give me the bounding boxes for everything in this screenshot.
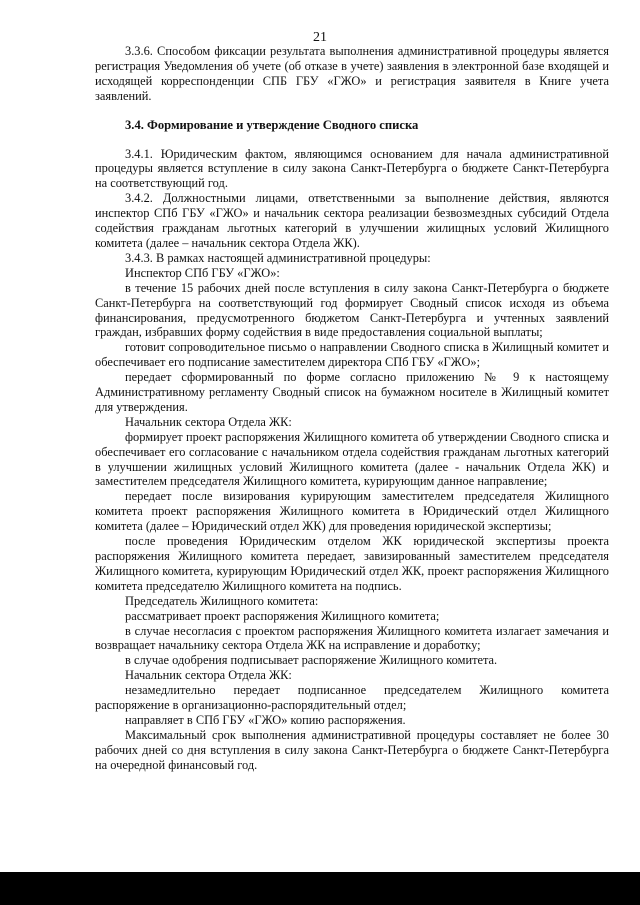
paragraph-3-3-6: 3.3.6. Способом фиксации результата выполнения административной процедуры является регистрация Уведомления об учете (об отказе в учете) заявления в электронной базе входящей и исходящей корреспонденции СПБ ГБУ «ГЖО» и регистрация заявителя в Книге учета заявлений. [95,44,609,103]
paragraph-inspector-action-2: готовит сопроводительное письмо о направлении Сводного списка в Жилищный комитет и обеспечивает его подписание заместителем директора СПб ГБУ «ГЖО»; [95,340,609,370]
document-body [95,44,609,773]
paragraph-chairman-action-1: рассматривает проект распоряжения Жилищного комитета; [125,608,440,623]
scan-bottom-band [0,872,640,905]
paragraph-sector-head-label-2: Начальник сектора Отдела ЖК: [125,668,292,683]
paragraph-chairman-action-2: в случае несогласия с проектом распоряжения Жилищного комитета излагает замечания и возвращает начальнику сектора Отдела ЖК на исправление и доработку; [95,623,609,653]
paragraph-inspector-action-3: передает сформированный по форме согласно приложению № 9 к настоящему Административному регламенту Сводный список на бумажном носителе в Жилищный комитет для утверждения. [95,370,609,414]
page-number: 21 [313,30,327,45]
paragraph-sector-head-action-3: после проведения Юридическим отделом ЖК юридической экспертизы проекта распоряжения Жилищного комитета передает, завизированный заместителем председателя Жилищного комитета, курирующим Юридический отдел ЖК, проект распоряжения Жилищного комитета председателю Жилищного комитета на подпись. [95,534,609,593]
paragraph-chairman-action-3: в случае одобрения подписывает распоряжение Жилищного комитета. [125,653,498,668]
paragraph-3-4-2: 3.4.2. Должностными лицами, ответственными за выполнение действия, являются инспектор СПб ГБУ «ГЖО» и начальник сектора реализации безвозмездных субсидий Отдела содействия гражданам льготных категорий в улучшении жилищных условий Жилищного комитета (далее – начальник сектора Отдела ЖК). [95,191,609,250]
paragraph-chairman-label: Председатель Жилищного комитета: [125,593,319,608]
paragraph-sector-head-label: Начальник сектора Отдела ЖК: [125,414,292,429]
paragraph-3-4-1: 3.4.1. Юридическим фактом, являющимся основанием для начала административной процедуры является вступление в силу закона Санкт-Петербурга о бюджете Санкт-Петербурга на соответствующий год. [95,146,609,191]
paragraph-sector-head-action-2: передает после визирования курирующим заместителем председателя Жилищного комитета проект распоряжения Жилищного комитета в Юридический отдел Жилищного комитета (далее – Юридический отдел ЖК) для проведения юридической экспертизы; [95,489,609,534]
paragraph-inspector-action-1: в течение 15 рабочих дней после вступления в силу закона Санкт-Петербурга о бюджете Санкт-Петербурга на соответствующий год формирует Сводный список исходя из объема финансирования, предусмотренного бюджетом Санкт-Петербурга и учтенных заявлений граждан, избравших форму содействия в виде предоставления социальной выплаты; [95,280,609,340]
paragraph-sector-head-final-2: направляет в СПб ГБУ «ГЖО» копию распоряжения. [125,712,406,727]
paragraph-inspector-label: Инспектор СПб ГБУ «ГЖО»: [125,265,280,280]
paragraph-3-4-3: 3.4.3. В рамках настоящей административной процедуры: [125,250,431,265]
paragraph-sector-head-final-1: незамедлительно передает подписанное председателем Жилищного комитета распоряжение в организационно-распорядительный отдел; [95,683,609,713]
section-heading: 3.4. Формирование и утверждение Сводного списка [125,117,419,132]
paragraph-max-term: Максимальный срок выполнения административной процедуры составляет не более 30 рабочих дней со дня вступления в силу закона Санкт-Петербурга о бюджете Санкт-Петербурга на очередной финансовый год. [95,727,609,772]
paragraph-sector-head-action-1: формирует проект распоряжения Жилищного комитета об утверждении Сводного списка и обеспечивает его согласование с начальником отдела содействия гражданам льготных категорий в улучшении жилищных условий Жилищного комитета (далее - начальник Отдела ЖК) и заместителем председателя Жилищного комитета, курирующим данное направление; [95,429,609,489]
